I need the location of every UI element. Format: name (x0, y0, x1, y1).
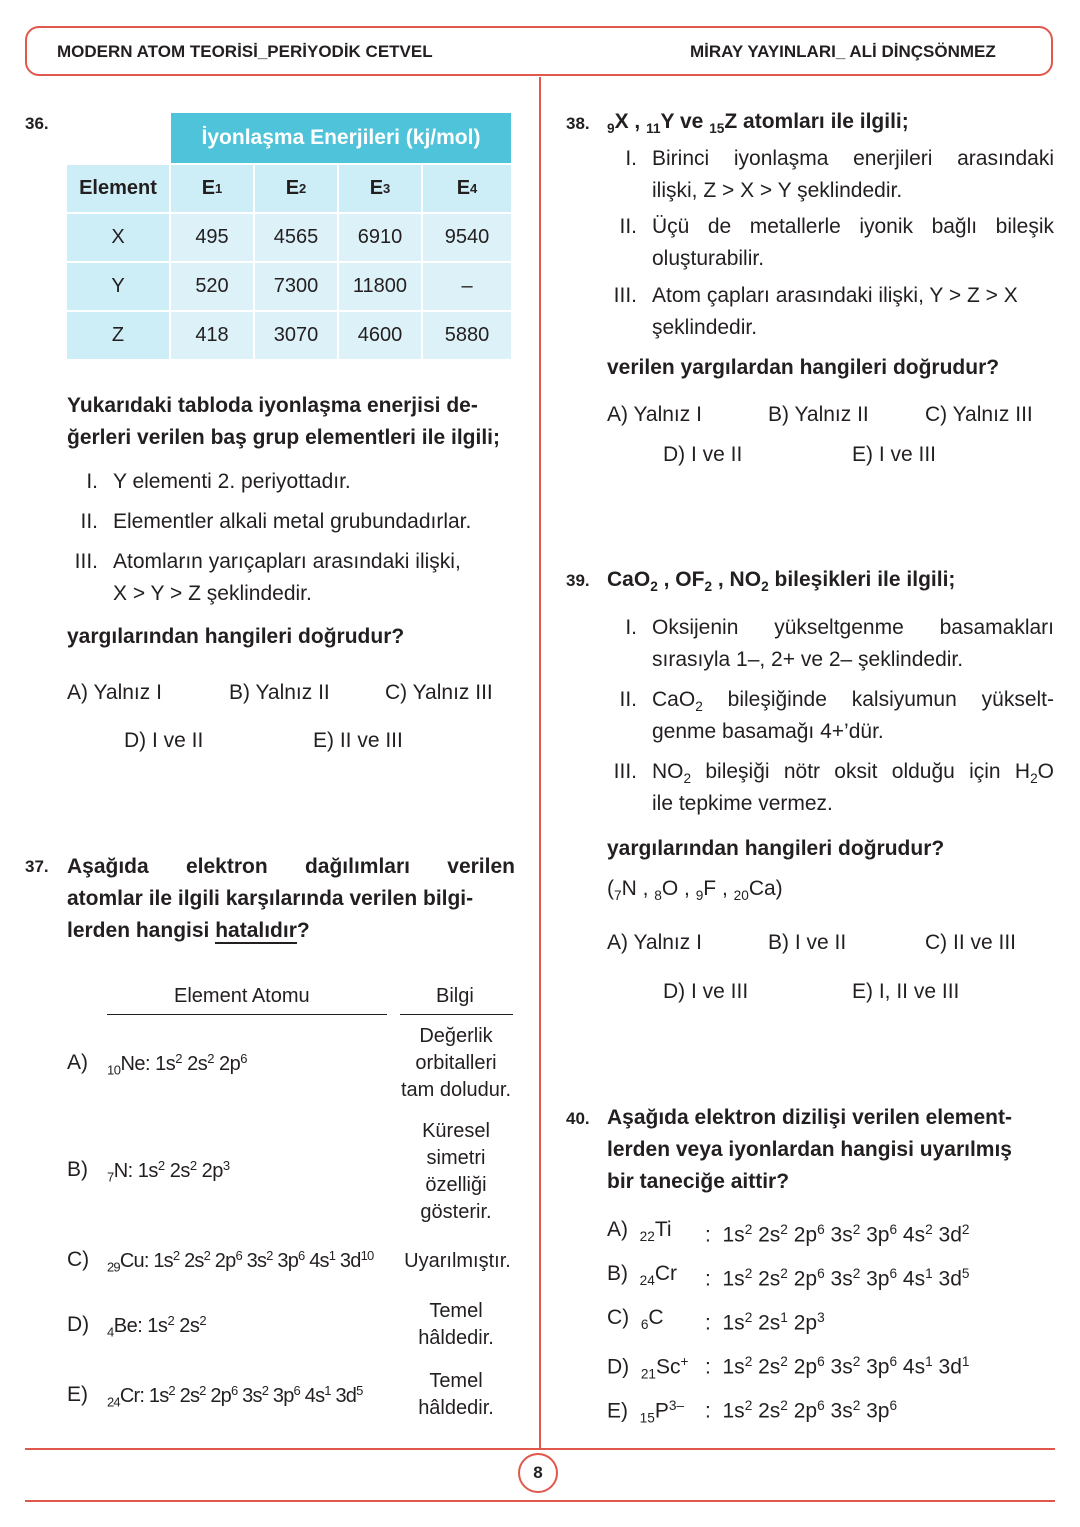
q37-config-ne: $_{10}$Ne: $1s^2$ $2s^2$ $2p^6$ (107, 1051, 247, 1078)
q37-col-rule (400, 1014, 513, 1015)
q40-stem-line1: Aşağıda elektron dizilişi verilen element- (607, 1106, 1012, 1129)
q40-stem-line2: lerden veya iyonlardan hangisi uyarılmış (607, 1138, 1012, 1161)
q38-item-number: II. (619, 215, 637, 238)
q39-option-c[interactable]: C) II ve III (925, 931, 1017, 954)
q39-option-b[interactable]: B) I ve II (768, 931, 847, 954)
table-cell: 9540 (423, 214, 511, 261)
footer-divider-top (25, 1448, 1055, 1450)
q39-option-a[interactable]: A) Yalnız I (607, 931, 702, 954)
q37-info-e: Temel hâldedir. (418, 1370, 494, 1419)
q37-config-cu: $_{29}$Cu: $1s^2$ $2s^2$ $2p^6$ $3s^2$ $3p^6$ $4s^1$ $3d^{10}$ (107, 1248, 374, 1275)
q37-info-c: Uyarılmıştır. (404, 1250, 511, 1272)
q40-option-a[interactable]: A) $_{22}$Ti (607, 1218, 672, 1244)
table-header-e3: E 3 (339, 165, 421, 212)
table-cell: 418 (171, 312, 253, 359)
q40-option-b[interactable]: B) $_{24}$Cr (607, 1262, 678, 1288)
q37-info-b: Küresel simetri özelliği gösterir. (420, 1120, 492, 1223)
table-header-e1: E 1 (171, 165, 253, 212)
q38-item-text: Atom çapları arasındaki ilişki, Y > Z > X (652, 284, 1018, 307)
q39-ask: yargılarından hangileri doğrudur? (607, 837, 945, 860)
q36-option-d[interactable]: D) I ve II (124, 729, 204, 752)
q37-config-be: $_4$Be: $1s^2$ $2s^2$ (107, 1313, 207, 1340)
table-cell: 6910 (339, 214, 421, 261)
q36-ask: yargılarından hangileri doğrudur? (67, 625, 405, 648)
q39-item-text: sırasıyla 1–, 2+ ve 2– şeklindedir. (652, 648, 964, 671)
table-row-z-element: Z (67, 312, 169, 359)
table-cell: 7300 (255, 263, 337, 310)
q40-config-b: : $1s^2$ $2s^2$ $2p^6$ $3s^2$ $3p^6$ $4s^1$ $3d^5$ (705, 1266, 970, 1291)
q37-col-rule (107, 1014, 387, 1015)
q38-stem: $_9$X , $_{11}$Y ve $_{15}$Z atomları ile ilgili; (607, 110, 909, 136)
q36-item-number: I. (86, 470, 98, 493)
q40-stem-line3: bir taneciğe aittir? (607, 1170, 790, 1193)
q38-option-e[interactable]: E) I ve III (852, 443, 937, 466)
q38-item-text: şeklindedir. (652, 316, 758, 339)
q36-option-e[interactable]: E) II ve III (313, 729, 403, 752)
q40-option-d[interactable]: D) $_{21}$Sc+ (607, 1354, 689, 1382)
q38-item-text: ilişki, Z > X > Y şeklindedir. (652, 179, 903, 202)
q39-item-number: I. (625, 616, 637, 639)
q39-item-text: ile tepkime vermez. (652, 792, 833, 815)
q36-item-text: Elementler alkali metal grubundadırlar. (113, 510, 472, 533)
q39-item-text: $NO_2$ bileşiği nötr oksit olduğu için $H_2O$ (652, 760, 1054, 786)
q37-config-n: $_7$N: $1s^2$ $2s^2$ $2p^3$ (107, 1158, 230, 1185)
question-number-40: 40. (566, 1109, 590, 1128)
question-number-37: 37. (25, 857, 49, 876)
q36-option-b[interactable]: B) Yalnız II (229, 681, 330, 704)
q39-item-text: CaO$_2$ bileşiğinde kalsiyumun yükselt- (652, 688, 1054, 714)
q39-option-d[interactable]: D) I ve III (663, 980, 749, 1003)
q36-item-text: Y elementi 2. periyottadır. (113, 470, 351, 493)
table-cell: 5880 (423, 312, 511, 359)
page-number: 8 (518, 1453, 558, 1493)
q39-item-number: II. (619, 688, 637, 711)
q39-item-number: III. (613, 760, 637, 783)
q38-item-text: Birinci iyonlaşma enerjileri arasındaki (652, 147, 1054, 170)
q37-stem-line1: Aşağıda elektron dağılımları verilen (67, 855, 515, 878)
column-divider (539, 77, 541, 1449)
q37-config-cr: $_{24}$Cr: $1s^2$ $2s^2$ $2p^6$ $3s^2$ $3p^6$ $4s^1$ $3d^5$ (107, 1383, 363, 1410)
q36-item-text: X > Y > Z şeklindedir. (113, 582, 312, 605)
q39-item-text: genme basamağı 4+’dür. (652, 720, 884, 743)
q38-ask: verilen yargılardan hangileri doğrudur? (607, 356, 1000, 379)
table-cell: 4565 (255, 214, 337, 261)
q37-info-a: Değerlik orbitalleri tam doludur. (400, 1025, 512, 1101)
q38-item-number: I. (625, 147, 637, 170)
table-title: İyonlaşma Enerjileri (kj/mol) (171, 113, 511, 163)
q36-stem-line1: Yukarıdaki tabloda iyonlaşma enerjisi de- (67, 394, 478, 417)
q38-option-d[interactable]: D) I ve II (663, 443, 743, 466)
q37-row-label: D) (67, 1313, 90, 1336)
question-number-36: 36. (25, 114, 49, 133)
q36-item-text: Atomların yarıçapları arasındaki ilişki, (113, 550, 461, 573)
q40-option-e[interactable]: E) $_{15}P^{3-}$ (607, 1398, 685, 1426)
q40-option-c[interactable]: C) $_6$C (607, 1306, 664, 1332)
table-header-element: Element (67, 165, 169, 212)
table-header-e2: E 2 (255, 165, 337, 212)
q37-stem-line2: atomlar ile ilgili karşılarında verilen bilgi- (67, 887, 474, 910)
q38-item-number: III. (613, 284, 637, 307)
table-header-e4: E 4 (423, 165, 511, 212)
table-cell: – (423, 263, 511, 310)
header-title-left: MODERN ATOM TEORİSİ_PERİYODİK CETVEL (57, 42, 433, 61)
q36-item-number: III. (74, 550, 98, 573)
q37-info-d: Temel hâldedir. (418, 1300, 494, 1349)
header-title-right: MİRAY YAYINLARI_ ALİ DİNÇSÖNMEZ (690, 42, 996, 61)
q38-item-text: oluşturabilir. (652, 247, 765, 270)
q36-stem-line2: ğerleri verilen baş grup elementleri ile ilgili; (67, 426, 500, 449)
q39-item-text: Oksijenin yükseltgenme basamakları (652, 616, 1054, 639)
table-cell: 495 (171, 214, 253, 261)
q37-row-label: B) (67, 1158, 88, 1181)
q39-stem: CaO$_2$ , $OF_2$ , $NO_2$ bileşikleri ile ilgili; (607, 568, 956, 594)
q37-col-info: Bilgi (436, 985, 474, 1007)
q38-option-c[interactable]: C) Yalnız III (925, 403, 1033, 426)
table-cell: 3070 (255, 312, 337, 359)
question-number-38: 38. (566, 114, 590, 133)
q37-row-label: C) (67, 1248, 90, 1271)
q40-config-e: : $1s^2$ $2s^2$ $2p^6$ $3s^2$ $3p^6$ (705, 1398, 898, 1423)
q38-option-b[interactable]: B) Yalnız II (768, 403, 869, 426)
table-cell: 11800 (339, 263, 421, 310)
q36-item-number: II. (80, 510, 98, 533)
q38-item-text: Üçü de metallerle iyonik bağlı bileşik (652, 215, 1054, 238)
q37-row-label: A) (67, 1051, 88, 1074)
table-cell: 520 (171, 263, 253, 310)
table-row-x-element: X (67, 214, 169, 261)
footer-divider-bottom (25, 1500, 1055, 1502)
q37-row-label: E) (67, 1383, 88, 1406)
q39-option-e[interactable]: E) I, II ve III (852, 980, 960, 1003)
q40-config-c: : $1s^2$ $2s^1$ $2p^3$ (705, 1310, 825, 1335)
question-number-39: 39. (566, 571, 590, 590)
q37-col-element: Element Atomu (174, 985, 310, 1007)
q40-config-d: : $1s^2$ $2s^2$ $2p^6$ $3s^2$ $3p^6$ $4s^1$ $3d^1$ (705, 1354, 970, 1379)
q36-option-c[interactable]: C) Yalnız III (385, 681, 493, 704)
q38-option-a[interactable]: A) Yalnız I (607, 403, 702, 426)
q37-stem-line3: lerden hangisi hatalıdır? (67, 919, 310, 942)
table-row-y-element: Y (67, 263, 169, 310)
q39-atomic-numbers: ($_7N$ , $_8$O , $_9$F , $_{20}$Ca) (607, 877, 783, 903)
q36-option-a[interactable]: A) Yalnız I (67, 681, 162, 704)
table-cell: 4600 (339, 312, 421, 359)
q40-config-a: : $1s^2$ $2s^2$ $2p^6$ $3s^2$ $3p^6$ $4s^2$ $3d^2$ (705, 1222, 970, 1247)
